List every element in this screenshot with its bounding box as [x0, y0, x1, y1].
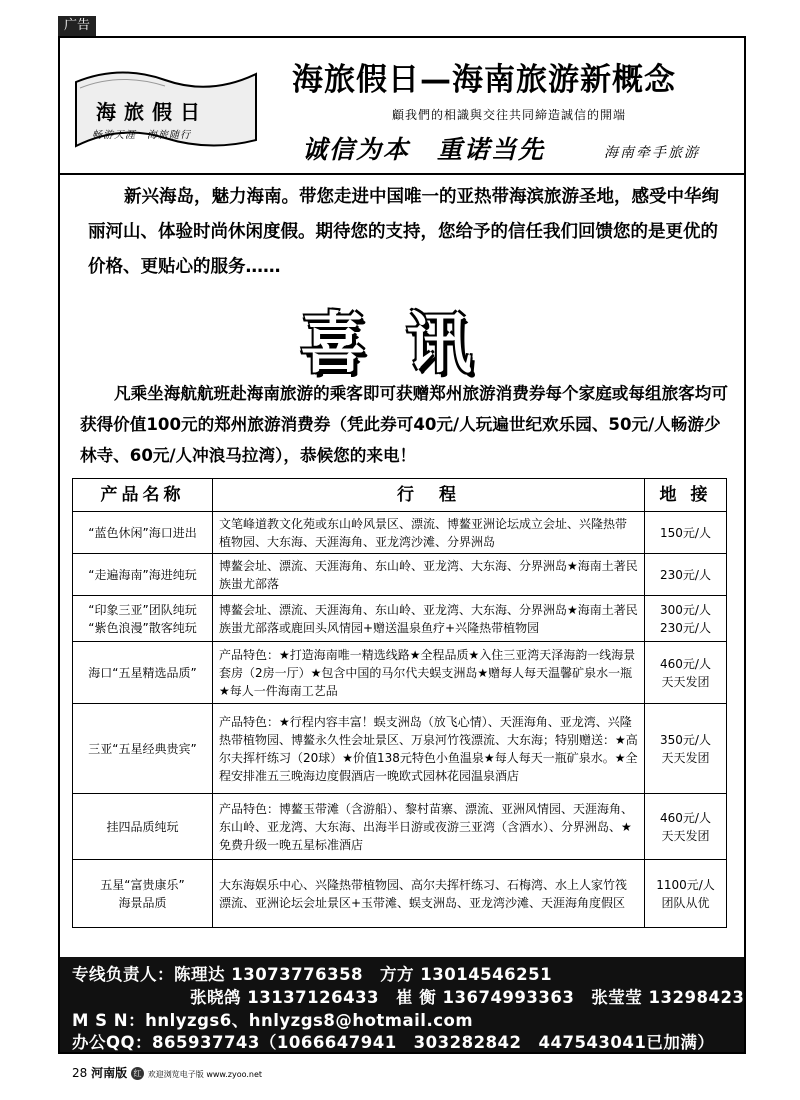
product-name: “走遍海南”海进纯玩 — [73, 554, 213, 596]
product-name: 五星“富贵康乐” 海景品质 — [73, 860, 213, 928]
product-itinerary: 产品特色：★打造海南唯一精选线路★全程品质★入住三亚湾天泽海韵一线海景套房（2房一厅）★包含中国的马尔代夫蜈支洲岛★赠每人每天温馨矿泉水一瓶★每人一件海南工艺品 — [213, 642, 645, 704]
page-title: 海旅假日—海南旅游新概念 — [292, 62, 676, 98]
header-itinerary: 行 程 — [213, 479, 645, 512]
contact-line-msn: M S N：hnlyzgs6、hnlyzgs8@hotmail.com — [72, 1011, 474, 1030]
product-price: 230元/人 — [645, 554, 727, 596]
product-price: 460元/人 天天发团 — [645, 794, 727, 860]
contact-line-managers: 专线负责人：陈理达 13073776358 方方 13014546251 — [72, 965, 553, 984]
product-itinerary: 博鳌会址、漂流、天涯海角、东山岭、亚龙湾、大东海、分界洲岛★海南土著民族蚩尤部落或鹿回头风情园+赠送温泉鱼疗+兴隆热带植物园 — [213, 596, 645, 642]
product-price: 1100元/人 团队从优 — [645, 860, 727, 928]
product-itinerary: 文笔峰道教文化苑或东山岭风景区、漂流、博鳌亚洲论坛成立会址、兴隆热带植物园、大东海、天涯海角、亚龙湾沙滩、分界洲岛 — [213, 512, 645, 554]
table-row — [73, 860, 727, 928]
header-product-name: 产品名称 — [73, 479, 213, 512]
contact-panel — [60, 957, 781, 1052]
product-name: 挂四品质纯玩 — [73, 794, 213, 860]
badge-icon: 红 — [131, 1067, 144, 1080]
product-price: 460元/人 天天发团 — [645, 642, 727, 704]
product-price: 300元/人 230元/人 — [645, 596, 727, 642]
product-price: 350元/人 天天发团 — [645, 704, 727, 794]
product-name: 三亚“五星经典贵宾” — [73, 704, 213, 794]
edition-label: 河南版 — [91, 1066, 128, 1080]
logo — [70, 60, 260, 160]
page-footer — [72, 1064, 262, 1081]
product-table — [72, 478, 727, 928]
table-row — [73, 512, 727, 554]
product-name: 海口“五星精选品质” — [73, 642, 213, 704]
header-slogan: 诚信为本 重诺当先 — [302, 135, 546, 164]
product-itinerary: 产品特色：博鳌玉带滩（含游船）、黎村苗寨、漂流、亚洲风情园、天涯海角、东山岭、亚龙湾、大东海、出海半日游或夜游三亚湾（含酒水）、分界洲岛、★免费升级一晚五星标准酒店 — [213, 794, 645, 860]
product-price: 150元/人 — [645, 512, 727, 554]
contact-line-managers-2: 张晓鸽 13137126433 崔 衡 13674993363 张莹莹 13298423182 — [190, 988, 781, 1007]
logo-title: 海旅假日 — [96, 100, 208, 124]
header-subtitle: 顧我們的相識與交往共同締造誠信的開端 — [392, 108, 627, 122]
table-row — [73, 554, 727, 596]
page-number: 28 — [72, 1066, 88, 1080]
table-row — [73, 642, 727, 704]
promo-paragraph: 凡乘坐海航航班赴海南旅游的乘客即可获赠郑州旅游消费券每个家庭或每组旅客均可获得价值100元的郑州旅游消费券（凭此券可40元/人玩遍世纪欢乐园、50元/人畅游少林寺、60元/人冲浪马拉湾），恭候您的来电！ — [80, 384, 728, 465]
product-itinerary: 大东海娱乐中心、兴隆热带植物园、高尔夫挥杆练习、石梅湾、水上人家竹筏漂流、亚洲论坛会址景区+玉带滩、蜈支洲岛、亚龙湾沙滩、天涯海角度假区 — [213, 860, 645, 928]
product-itinerary: 产品特色：★行程内容丰富！蜈支洲岛（放飞心情）、天涯海角、亚龙湾、兴隆热带植物园、博鳌永久性会址景区、万泉河竹筏漂流、大东海；特别赠送：★高尔夫挥杆练习（20球）★价值138元特色小鱼温泉★每人每天一瓶矿泉水。★全程安排准五三晚海边度假酒店一晚欧式园林花园温泉酒店 — [213, 704, 645, 794]
table-header-row — [73, 479, 727, 512]
footer-note: 欢迎浏览电子版 www.zyoo.net — [147, 1070, 263, 1079]
header-signature: 海南牵手旅游 — [604, 145, 700, 161]
intro-paragraph: 新兴海岛，魅力海南。带您走进中国唯一的亚热带海滨旅游圣地，感受中华绚丽河山、体验时尚休闲度假。期待您的支持，您给予的信任我们回馈您的是更优的价格、更贴心的服务…… — [88, 187, 719, 277]
product-name: “印象三亚”团队纯玩 “紫色浪漫”散客纯玩 — [73, 596, 213, 642]
header-price: 地 接 — [645, 479, 727, 512]
contact-line-qq: 办公QQ：865937743（1066647941 303282842 447543041已加满） — [72, 1033, 715, 1052]
table-row — [73, 704, 727, 794]
ad-header — [60, 38, 744, 175]
logo-subtitle: 畅游天涯 海旅随行 — [92, 130, 191, 141]
table-row — [73, 596, 727, 642]
product-name: “蓝色休闲”海口进出 — [73, 512, 213, 554]
table-row — [73, 794, 727, 860]
ad-tag: 广告 — [58, 16, 96, 36]
product-itinerary: 博鳌会址、漂流、天涯海角、东山岭、亚龙湾、大东海、分界洲岛★海南土著民族蚩尤部落 — [213, 554, 645, 596]
headline: 喜讯 — [300, 304, 512, 382]
